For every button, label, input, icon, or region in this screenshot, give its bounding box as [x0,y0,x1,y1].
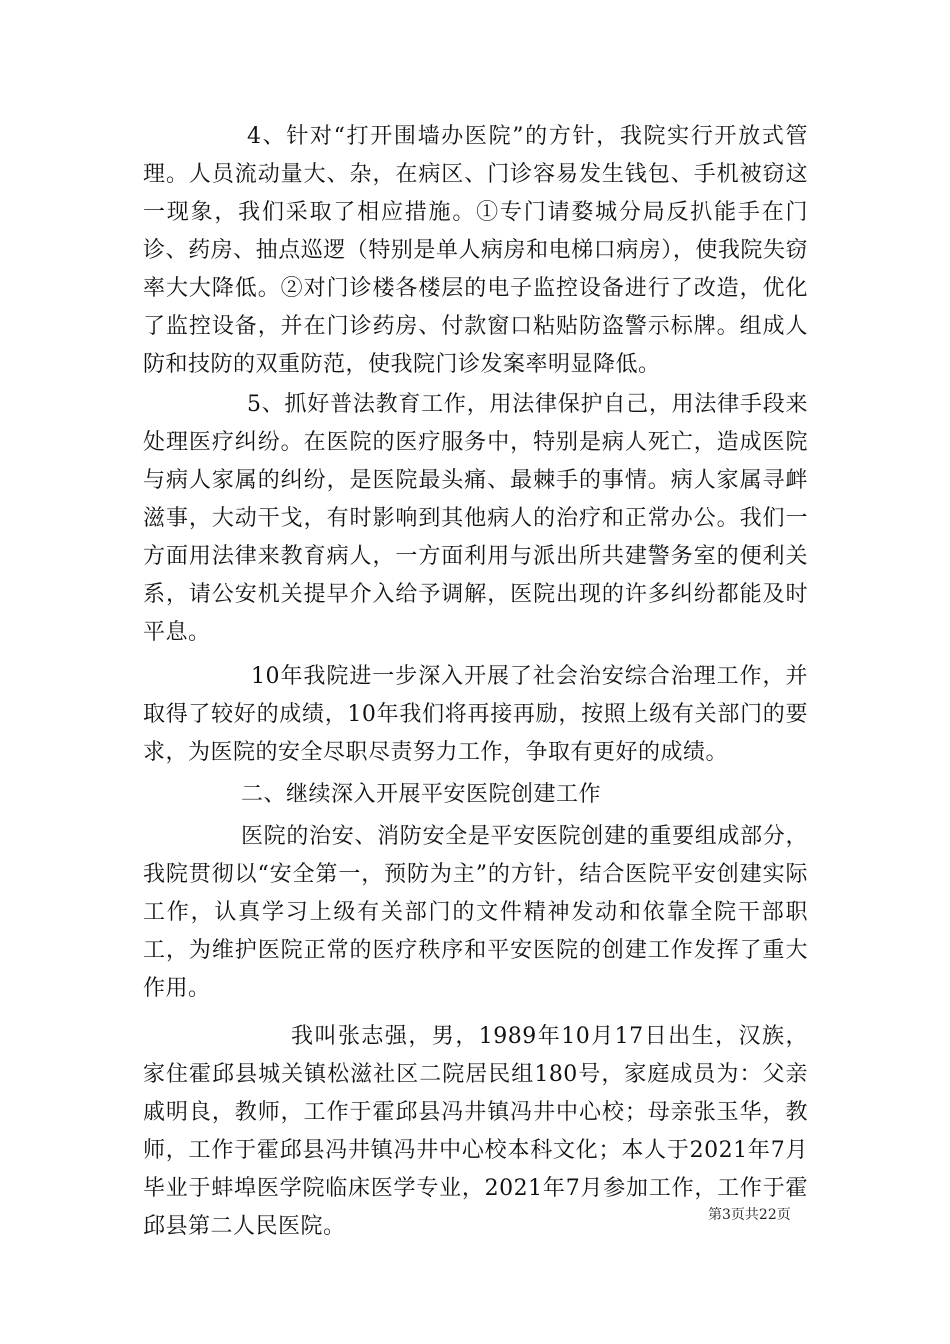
paragraph-personal-profile: 我叫张志强，男，1989年10月17日出生，汉族，家住霍邱县城关镇松滋社区二院居民组180号，家庭成员为：父亲戚明良，教师，工作于霍邱县冯井镇冯井中心校；母亲张玉华，教师，工作于霍邱县冯井镇冯井中心校本科文化；本人于2021年7月毕业于蚌埠医学院临床医学专业，2021年7月参加工作，工作于霍邱县第二人民医院。 [143,1024,808,1239]
section-heading-safe-hospital: 二、继续深入开展平安医院创建工作 [241,782,602,807]
paragraph-legal-education: 5、抓好普法教育工作，用法律保护自己，用法律手段来处理医疗纠纷。在医院的医疗服务中，特别是病人死亡，造成医院与病人家属的纠纷，是医院最头痛、最棘手的事情。病人家属寻衅滋事，大动干戈，有时影响到其他病人的治疗和正常办公。我们一方面用法律来教育病人，一方面利用与派出所共建警务室的便利关系，请公安机关提早介入给予调解，医院出现的许多纠纷都能及时平息。 [143,392,808,645]
paragraph-security-measures: 4、针对“打开围墙办医院”的方针，我院实行开放式管理。人员流动量大、杂，在病区、门诊容易发生钱包、手机被窃这一现象，我们采取了相应措施。①专门请婺城分局反扒能手在门诊、药房、抽点巡逻（特别是单人病房和电梯口病房），使我院失窃率大大降低。②对门诊楼各楼层的电子监控设备进行了改造，优化了监控设备，并在门诊药房、付款窗口粘贴防盗警示标牌。组成人防和技防的双重防范，使我院门诊发案率明显降低。 [143,124,808,377]
document-body [143,118,808,1246]
paragraph-safe-hospital: 医院的治安、消防安全是平安医院创建的重要组成部分，我院贯彻以“安全第一，预防为主”的方针，结合医院平安创建实际工作，认真学习上级有关部门的文件精神发动和依靠全院干部职工，为维护医院正常的医疗秩序和平安医院的创建工作发挥了重大作用。 [143,824,808,1001]
page-number-footer: 第3页共22页 [708,1207,791,1223]
paragraph-annual-summary: 10年我院进一步深入开展了社会治安综合治理工作，并取得了较好的成绩，10年我们将再接再励，按照上级有关部门的要求，为医院的安全尽职尽责努力工作，争取有更好的成绩。 [143,664,808,765]
